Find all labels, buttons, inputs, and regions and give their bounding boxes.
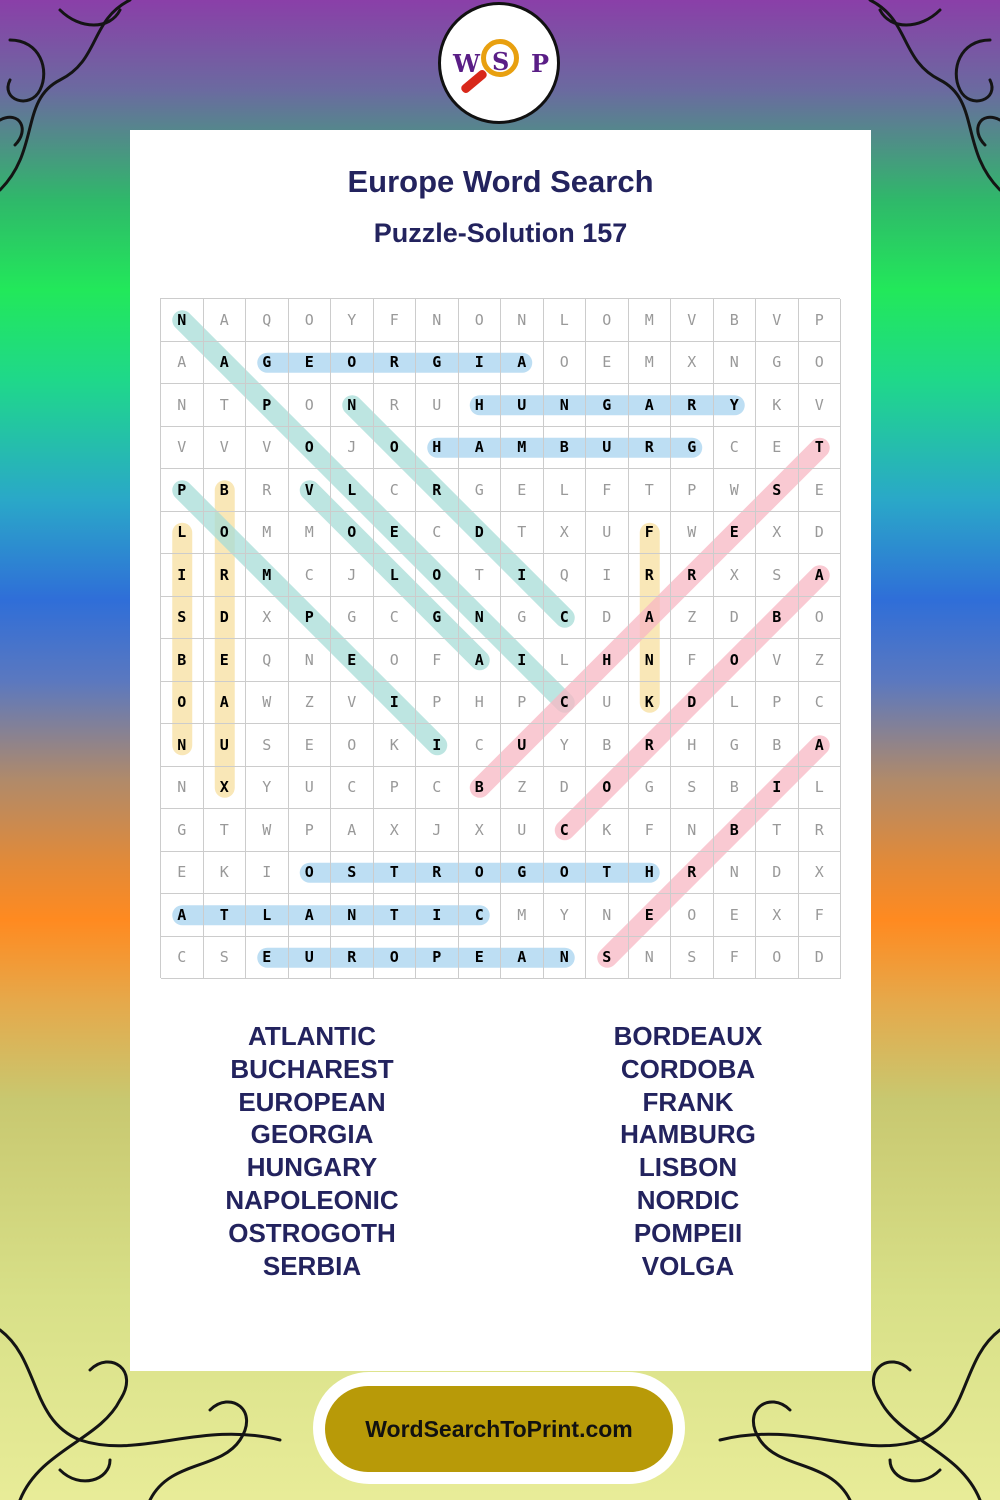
- grid-cell[interactable]: O: [459, 852, 502, 895]
- grid-cell[interactable]: O: [374, 639, 417, 682]
- grid-cell[interactable]: Y: [246, 767, 289, 810]
- grid-cell[interactable]: V: [246, 427, 289, 470]
- grid-cell[interactable]: N: [501, 299, 544, 342]
- word-list-left: [132, 1020, 492, 1282]
- grid-cell[interactable]: T: [204, 894, 247, 937]
- grid-cell[interactable]: O: [799, 342, 842, 385]
- word-list-item: NAPOLEONIC: [225, 1184, 399, 1215]
- grid-cell[interactable]: R: [416, 469, 459, 512]
- grid-cell[interactable]: L: [331, 469, 374, 512]
- grid-cell[interactable]: X: [544, 512, 587, 555]
- grid-cell[interactable]: M: [501, 427, 544, 470]
- grid-cell[interactable]: I: [246, 852, 289, 895]
- grid-cell[interactable]: K: [204, 852, 247, 895]
- grid-cell[interactable]: N: [416, 299, 459, 342]
- grid-cell[interactable]: N: [714, 852, 757, 895]
- grid-cell[interactable]: L: [246, 894, 289, 937]
- site-link[interactable]: WordSearchToPrint.com: [325, 1386, 673, 1472]
- grid-cell[interactable]: I: [501, 639, 544, 682]
- grid-cell[interactable]: J: [416, 809, 459, 852]
- grid-cell[interactable]: G: [416, 342, 459, 385]
- grid-cell[interactable]: G: [671, 427, 714, 470]
- grid-cell[interactable]: C: [331, 767, 374, 810]
- word-list-item: BORDEAUX: [613, 1021, 763, 1051]
- grid-cell[interactable]: D: [459, 512, 502, 555]
- grid-cell[interactable]: C: [416, 767, 459, 810]
- word-list-item: HAMBURG: [620, 1119, 756, 1150]
- site-banner[interactable]: [313, 1372, 685, 1484]
- grid-cell[interactable]: V: [204, 427, 247, 470]
- grid-cell[interactable]: S: [161, 597, 204, 640]
- grid-cell[interactable]: H: [459, 682, 502, 725]
- grid-cell[interactable]: A: [629, 384, 672, 427]
- grid-cell[interactable]: M: [246, 512, 289, 555]
- grid-cell[interactable]: P: [501, 682, 544, 725]
- grid-cell[interactable]: H: [416, 427, 459, 470]
- grid-cell[interactable]: F: [629, 512, 672, 555]
- grid-cell[interactable]: O: [586, 767, 629, 810]
- grid-cell[interactable]: F: [799, 894, 842, 937]
- grid-cell[interactable]: P: [246, 384, 289, 427]
- grid-cell[interactable]: N: [161, 767, 204, 810]
- grid-cell[interactable]: Q: [246, 639, 289, 682]
- grid-cell[interactable]: T: [374, 894, 417, 937]
- grid-cell[interactable]: U: [416, 384, 459, 427]
- grid-cell[interactable]: A: [204, 299, 247, 342]
- grid-cell[interactable]: U: [586, 427, 629, 470]
- grid-cell[interactable]: D: [756, 852, 799, 895]
- grid-cell[interactable]: R: [629, 554, 672, 597]
- word-list-item: EUROPEAN: [238, 1086, 386, 1117]
- grid-cell[interactable]: E: [204, 639, 247, 682]
- grid-cell[interactable]: A: [501, 937, 544, 980]
- grid-cell[interactable]: S: [671, 767, 714, 810]
- grid-cell[interactable]: R: [204, 554, 247, 597]
- grid-cell[interactable]: M: [246, 554, 289, 597]
- grid-cell[interactable]: O: [331, 342, 374, 385]
- grid-cell[interactable]: F: [714, 937, 757, 980]
- grid-cell[interactable]: T: [204, 809, 247, 852]
- grid-cell[interactable]: T: [204, 384, 247, 427]
- grid-cell[interactable]: T: [799, 427, 842, 470]
- grid-cell[interactable]: H: [629, 852, 672, 895]
- grid-cell[interactable]: O: [331, 724, 374, 767]
- grid-cell[interactable]: C: [374, 597, 417, 640]
- grid-cell[interactable]: R: [374, 384, 417, 427]
- grid-cell[interactable]: C: [374, 469, 417, 512]
- grid-cell[interactable]: A: [799, 724, 842, 767]
- grid-cell[interactable]: D: [544, 767, 587, 810]
- grid-cell[interactable]: N: [161, 384, 204, 427]
- grid-cell[interactable]: I: [374, 682, 417, 725]
- grid-cell[interactable]: B: [204, 469, 247, 512]
- grid-cell[interactable]: N: [289, 639, 332, 682]
- grid-cell[interactable]: D: [671, 682, 714, 725]
- grid-cell[interactable]: C: [459, 894, 502, 937]
- page-subtitle: Puzzle-Solution 157: [373, 218, 628, 248]
- grid-cell[interactable]: A: [459, 427, 502, 470]
- grid-cell[interactable]: V: [756, 639, 799, 682]
- grid-cell[interactable]: E: [586, 342, 629, 385]
- grid-cell[interactable]: U: [289, 767, 332, 810]
- grid-cell[interactable]: V: [331, 682, 374, 725]
- grid-cell[interactable]: E: [331, 639, 374, 682]
- grid-cell[interactable]: M: [501, 894, 544, 937]
- grid-cell[interactable]: O: [459, 299, 502, 342]
- grid-cell[interactable]: N: [629, 937, 672, 980]
- grid-cell[interactable]: K: [374, 724, 417, 767]
- grid-cell[interactable]: O: [714, 639, 757, 682]
- grid-cell[interactable]: Q: [246, 299, 289, 342]
- grid-cell[interactable]: D: [714, 597, 757, 640]
- grid-cell[interactable]: G: [331, 597, 374, 640]
- grid-cell[interactable]: P: [289, 809, 332, 852]
- grid-cell[interactable]: O: [671, 894, 714, 937]
- grid-cell[interactable]: N: [714, 342, 757, 385]
- grid-cell[interactable]: W: [246, 682, 289, 725]
- letter-grid: [160, 298, 840, 978]
- grid-cell[interactable]: A: [799, 554, 842, 597]
- grid-cell[interactable]: A: [161, 342, 204, 385]
- grid-cell[interactable]: Z: [289, 682, 332, 725]
- grid-cell[interactable]: O: [331, 512, 374, 555]
- grid-cell[interactable]: I: [161, 554, 204, 597]
- grid-cell[interactable]: C: [289, 554, 332, 597]
- grid-cell[interactable]: O: [544, 342, 587, 385]
- word-list-item: CORDOBA: [620, 1053, 756, 1084]
- grid-cell[interactable]: S: [586, 937, 629, 980]
- grid-cell[interactable]: A: [289, 894, 332, 937]
- grid-cell[interactable]: W: [246, 809, 289, 852]
- grid-cell[interactable]: C: [714, 427, 757, 470]
- grid-cell[interactable]: N: [331, 384, 374, 427]
- grid-cell[interactable]: J: [331, 427, 374, 470]
- grid-cell[interactable]: V: [799, 384, 842, 427]
- grid-cell[interactable]: R: [416, 852, 459, 895]
- grid-cell[interactable]: O: [289, 384, 332, 427]
- grid-cell[interactable]: X: [799, 852, 842, 895]
- grid-cell[interactable]: X: [756, 894, 799, 937]
- grid-cell[interactable]: X: [204, 767, 247, 810]
- puzzle-sheet: [130, 130, 871, 1371]
- grid-cell[interactable]: A: [161, 894, 204, 937]
- grid-cell[interactable]: N: [161, 299, 204, 342]
- word-list-item: GEORGIA: [250, 1119, 374, 1150]
- grid-cell[interactable]: O: [756, 937, 799, 980]
- grid-cell[interactable]: D: [586, 597, 629, 640]
- grid-cell[interactable]: O: [416, 554, 459, 597]
- grid-cell[interactable]: Z: [501, 767, 544, 810]
- grid-cell[interactable]: L: [374, 554, 417, 597]
- grid-cell[interactable]: S: [331, 852, 374, 895]
- grid-cell[interactable]: G: [501, 597, 544, 640]
- grid-cell[interactable]: Y: [544, 724, 587, 767]
- logo-letter-p: P: [531, 49, 550, 78]
- grid-cell[interactable]: H: [671, 724, 714, 767]
- grid-cell[interactable]: F: [374, 299, 417, 342]
- grid-cell[interactable]: O: [374, 427, 417, 470]
- grid-cell[interactable]: B: [161, 639, 204, 682]
- grid-cell[interactable]: N: [629, 639, 672, 682]
- grid-cell[interactable]: T: [374, 852, 417, 895]
- grid-cell[interactable]: C: [544, 682, 587, 725]
- grid-cell[interactable]: E: [756, 427, 799, 470]
- grid-cell[interactable]: O: [204, 512, 247, 555]
- grid-cell[interactable]: E: [289, 342, 332, 385]
- word-list-item: OSTROGOTH: [228, 1217, 396, 1248]
- logo-letter-w: W: [453, 49, 480, 78]
- grid-cell[interactable]: C: [544, 809, 587, 852]
- grid-cell[interactable]: I: [586, 554, 629, 597]
- grid-cell[interactable]: P: [161, 469, 204, 512]
- grid-cell[interactable]: T: [629, 469, 672, 512]
- grid-cell[interactable]: V: [756, 299, 799, 342]
- grid-cell[interactable]: W: [671, 512, 714, 555]
- grid-cell[interactable]: B: [714, 299, 757, 342]
- grid-cell[interactable]: Y: [331, 299, 374, 342]
- grid-cell[interactable]: U: [586, 512, 629, 555]
- grid-cell[interactable]: S: [671, 937, 714, 980]
- grid-cell[interactable]: O: [289, 427, 332, 470]
- grid-cell[interactable]: S: [756, 554, 799, 597]
- grid-cell[interactable]: R: [629, 427, 672, 470]
- logo-letter-s: S: [492, 47, 510, 76]
- word-list-item: LISBON: [638, 1152, 738, 1183]
- grid-cell[interactable]: C: [161, 937, 204, 980]
- grid-cell[interactable]: L: [544, 299, 587, 342]
- grid-cell[interactable]: C: [416, 512, 459, 555]
- grid-cell[interactable]: A: [204, 342, 247, 385]
- grid-cell[interactable]: Z: [671, 597, 714, 640]
- grid-cell[interactable]: C: [459, 724, 502, 767]
- grid-cell[interactable]: M: [629, 342, 672, 385]
- grid-cell[interactable]: F: [586, 469, 629, 512]
- grid-cell[interactable]: E: [501, 469, 544, 512]
- grid-cell[interactable]: H: [459, 384, 502, 427]
- grid-cell[interactable]: O: [289, 299, 332, 342]
- grid-cell[interactable]: G: [629, 767, 672, 810]
- grid-cell[interactable]: O: [799, 597, 842, 640]
- grid-cell[interactable]: R: [331, 937, 374, 980]
- grid-cell[interactable]: O: [161, 682, 204, 725]
- grid-cell[interactable]: P: [374, 767, 417, 810]
- grid-cell[interactable]: R: [671, 384, 714, 427]
- grid-cell[interactable]: O: [374, 937, 417, 980]
- grid-cell[interactable]: M: [289, 512, 332, 555]
- grid-cell[interactable]: R: [799, 809, 842, 852]
- grid-cell[interactable]: R: [671, 852, 714, 895]
- grid-cell[interactable]: N: [671, 809, 714, 852]
- grid-cell[interactable]: R: [629, 724, 672, 767]
- word-list-item: BUCHAREST: [230, 1053, 394, 1084]
- grid-cell[interactable]: U: [204, 724, 247, 767]
- grid-cell[interactable]: N: [586, 894, 629, 937]
- grid-cell[interactable]: X: [459, 809, 502, 852]
- word-list-item: HUNGARY: [246, 1152, 378, 1183]
- grid-cell[interactable]: F: [671, 639, 714, 682]
- grid-cell[interactable]: F: [629, 809, 672, 852]
- grid-cell[interactable]: P: [671, 469, 714, 512]
- grid-cell[interactable]: B: [756, 597, 799, 640]
- grid-cell[interactable]: A: [331, 809, 374, 852]
- grid-cell[interactable]: B: [586, 724, 629, 767]
- grid-cell[interactable]: M: [629, 299, 672, 342]
- grid-cell[interactable]: E: [629, 894, 672, 937]
- grid-cell[interactable]: S: [204, 937, 247, 980]
- grid-cell[interactable]: V: [671, 299, 714, 342]
- grid-cell[interactable]: X: [374, 809, 417, 852]
- word-list-item: ATLANTIC: [247, 1021, 377, 1051]
- grid-cell[interactable]: D: [799, 512, 842, 555]
- grid-cell[interactable]: U: [501, 384, 544, 427]
- grid-cell[interactable]: K: [586, 809, 629, 852]
- grid-cell[interactable]: Z: [799, 639, 842, 682]
- grid-cell[interactable]: C: [544, 597, 587, 640]
- grid-cell[interactable]: P: [756, 682, 799, 725]
- grid-cell[interactable]: S: [246, 724, 289, 767]
- grid-cell[interactable]: G: [714, 724, 757, 767]
- grid-cell[interactable]: E: [246, 937, 289, 980]
- grid-cell[interactable]: P: [799, 299, 842, 342]
- grid-cell[interactable]: E: [714, 512, 757, 555]
- grid-cell[interactable]: B: [714, 767, 757, 810]
- grid-cell[interactable]: A: [459, 639, 502, 682]
- grid-cell[interactable]: G: [416, 597, 459, 640]
- word-list-right: [508, 1020, 868, 1282]
- grid-cell[interactable]: G: [459, 469, 502, 512]
- grid-cell[interactable]: E: [799, 469, 842, 512]
- grid-cell[interactable]: O: [289, 852, 332, 895]
- grid-cell[interactable]: A: [629, 597, 672, 640]
- grid-cell[interactable]: G: [756, 342, 799, 385]
- grid-cell[interactable]: E: [459, 937, 502, 980]
- grid-cell[interactable]: P: [416, 682, 459, 725]
- grid-cell[interactable]: O: [586, 299, 629, 342]
- grid-cell[interactable]: G: [586, 384, 629, 427]
- grid-cell[interactable]: W: [714, 469, 757, 512]
- grid-cell[interactable]: C: [799, 682, 842, 725]
- grid-cell[interactable]: L: [544, 469, 587, 512]
- word-list-item: NORDIC: [636, 1184, 740, 1215]
- grid-cell[interactable]: T: [501, 512, 544, 555]
- grid-cell[interactable]: U: [586, 682, 629, 725]
- grid-cell[interactable]: R: [246, 469, 289, 512]
- grid-cell[interactable]: N: [544, 384, 587, 427]
- grid-cell[interactable]: K: [629, 682, 672, 725]
- grid-cell[interactable]: I: [501, 554, 544, 597]
- grid-cell[interactable]: A: [501, 342, 544, 385]
- grid-cell[interactable]: B: [756, 724, 799, 767]
- grid-cell[interactable]: N: [331, 894, 374, 937]
- grid-cell[interactable]: H: [586, 639, 629, 682]
- grid-cell[interactable]: T: [459, 554, 502, 597]
- grid-cell[interactable]: X: [246, 597, 289, 640]
- grid-cell[interactable]: T: [586, 852, 629, 895]
- grid-cell[interactable]: N: [161, 724, 204, 767]
- grid-cell[interactable]: N: [459, 597, 502, 640]
- word-list-item: POMPEII: [633, 1217, 743, 1248]
- grid-cell[interactable]: I: [416, 894, 459, 937]
- page-title: Europe Word Search: [347, 164, 654, 199]
- grid-cell[interactable]: Y: [714, 384, 757, 427]
- grid-cell[interactable]: V: [161, 427, 204, 470]
- grid-cell[interactable]: L: [161, 512, 204, 555]
- grid-cell[interactable]: K: [756, 384, 799, 427]
- grid-cell[interactable]: L: [714, 682, 757, 725]
- word-list-item: FRANK: [642, 1086, 734, 1117]
- grid-cell[interactable]: X: [671, 342, 714, 385]
- grid-cell[interactable]: U: [501, 724, 544, 767]
- grid-cell[interactable]: X: [714, 554, 757, 597]
- grid-cell[interactable]: R: [671, 554, 714, 597]
- grid-cell[interactable]: Q: [544, 554, 587, 597]
- grid-cell[interactable]: I: [756, 767, 799, 810]
- grid-cell[interactable]: J: [331, 554, 374, 597]
- word-list-item: SERBIA: [262, 1250, 362, 1281]
- word-list-item: VOLGA: [641, 1250, 735, 1281]
- grid-cell[interactable]: O: [544, 852, 587, 895]
- grid-cell[interactable]: I: [416, 724, 459, 767]
- grid-cell[interactable]: P: [289, 597, 332, 640]
- grid-cell[interactable]: L: [544, 639, 587, 682]
- grid-cell[interactable]: B: [459, 767, 502, 810]
- grid-cell[interactable]: E: [374, 512, 417, 555]
- grid-cell[interactable]: G: [501, 852, 544, 895]
- grid-cell[interactable]: X: [756, 512, 799, 555]
- grid-cell[interactable]: B: [544, 427, 587, 470]
- grid-cell[interactable]: D: [799, 937, 842, 980]
- grid-cell[interactable]: E: [161, 852, 204, 895]
- grid-cell[interactable]: R: [374, 342, 417, 385]
- grid-cell[interactable]: F: [416, 639, 459, 682]
- grid-cell[interactable]: N: [544, 937, 587, 980]
- grid-cell[interactable]: E: [714, 894, 757, 937]
- wsp-logo: [438, 2, 560, 124]
- grid-cell[interactable]: Y: [544, 894, 587, 937]
- grid-cell[interactable]: P: [416, 937, 459, 980]
- grid-cell[interactable]: I: [459, 342, 502, 385]
- grid-cell[interactable]: E: [289, 724, 332, 767]
- grid-cell[interactable]: B: [714, 809, 757, 852]
- grid-cell[interactable]: G: [161, 809, 204, 852]
- grid-cell[interactable]: U: [501, 809, 544, 852]
- grid-cell[interactable]: S: [756, 469, 799, 512]
- grid-cell[interactable]: A: [204, 682, 247, 725]
- grid-cell[interactable]: D: [204, 597, 247, 640]
- grid-cell[interactable]: V: [289, 469, 332, 512]
- grid-cell[interactable]: T: [756, 809, 799, 852]
- grid-cell[interactable]: L: [799, 767, 842, 810]
- grid-cell[interactable]: G: [246, 342, 289, 385]
- grid-cell[interactable]: U: [289, 937, 332, 980]
